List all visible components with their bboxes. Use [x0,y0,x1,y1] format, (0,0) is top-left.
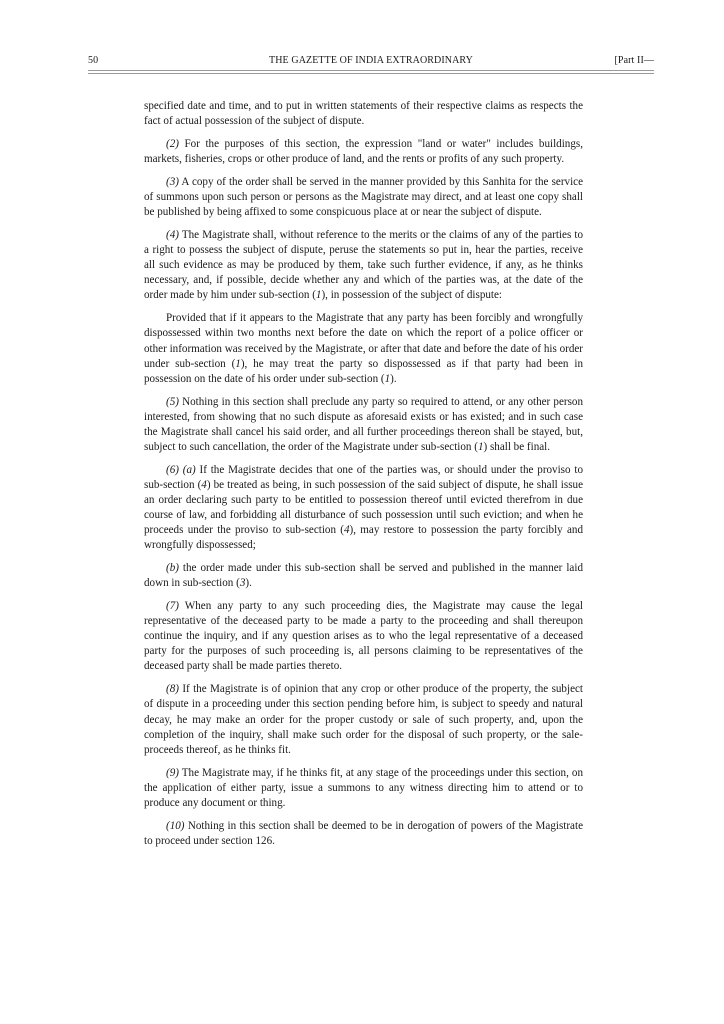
clause-number: (2) [166,137,179,150]
page-header [88,54,654,68]
page-number: 50 [88,55,99,66]
subsection-ref: 3 [239,577,246,590]
clause-2: (2) For the purposes of this section, the expression "land or water" includes buildings, markets, fisheries, crops or other produce of land, and the rents or profits of any such property. [144,137,583,166]
subsection-ref: 1 [477,440,484,453]
clause-9: (9) The Magistrate may, if he thinks fit, at any stage of the proceedings under this section, on the application of either party, issue a summons to any witness directing him to attend or to produce any document or thing. [144,766,583,809]
sub-clause-letter: (a) [182,463,196,476]
clause-6a: (6) (a) If the Magistrate decides that one of the parties was, or should under the proviso to sub-section (4) be treated as being, in such possession of the said subject of dispute, he shall issue an order declaring such party to be entitled to possession thereof until evicted therefrom in due course of law, and forbidding all disturbance of such possession until such eviction; and when he proceeds under the proviso to sub-section (4), may restore to possession the party forcibly and wrongfully dispossessed; [144,463,583,552]
gazette-title: THE GAZETTE OF INDIA EXTRAORDINARY [269,55,473,66]
clause-6b: (b) the order made under this sub-section shall be served and published in the manner laid down in sub-section (3). [144,562,583,590]
clause-4: (4) The Magistrate shall, without reference to the merits or the claims of any of the parties to a right to possess the subject of dispute, peruse the statements so put in, hear the parties, receive all such evidence as may be produced by them, take such further evidence, if any, as he thinks necessary, and, if possible, decide whether any and which of the parties was, at the date of the order made by him under sub-section (1), in possession of the subject of dispute: [144,229,583,302]
header-rule [88,70,654,74]
clause-number: (5) [166,395,179,408]
clause-number: (3) [166,175,179,188]
clause-7: (7) When any party to any such proceeding dies, the Magistrate may cause the legal representative of the deceased party to be made a party to the proceeding and shall thereupon continue the inquiry, and if any question arises as to who the legal representative of a deceased party for the purposes of such proceeding is, all persons claiming to be representatives of the deceased party shall be made parties thereto. [144,600,583,673]
subsection-ref: 1 [315,289,322,302]
sub-clause-letter: (b) [166,562,179,575]
clause-8: (8) If the Magistrate is of opinion that any crop or other produce of the property, the subject of dispute in a proceeding under this section pending before him, is subject to speedy and natural decay, he may make an order for the proper custody or sale of such property, and, upon the completion of the inquiry, shall make such order for the disposal of such property, or the sale-proceeds thereof, as he thinks fit. [144,683,583,756]
subsection-ref: 1 [235,357,241,370]
section-body [144,99,583,857]
clause-10: (10) Nothing in this section shall be deemed to be in derogation of powers of the Magistrate to proceed under section 126. [144,819,583,847]
subsection-ref: 4 [201,478,207,491]
part-label: [Part II— [614,55,654,66]
clause-number: (8) [166,683,179,696]
clause-3: (3) A copy of the order shall be served in the manner provided by this Sanhita for the service of summons upon such person or persons as the Magistrate may direct, and at least one copy shall be published by being affixed to some conspicuous place at or near the subject of dispute. [144,175,583,219]
clause-5: (5) Nothing in this section shall preclude any party so required to attend, or any other person interested, from showing that no such dispute as aforesaid exists or has existed; and in such case the Magistrate shall cancel his said order, and all further proceedings thereon shall be stayed, but, subject to such cancellation, the order of the Magistrate under sub-section (1) shall be final. [144,395,583,453]
clause-number: (4) [166,229,179,242]
proviso: Provided that if it appears to the Magistrate that any party has been forcibly and wrongfully dispossessed within two months next before the date on which the report of a police officer or other information was received by the Magistrate, or after that date and before the date of his order under sub-section (1), he may treat the party so dispossessed as if that party had been in possession on the date of his order under sub-section (1). [144,312,583,385]
paragraph-continued: specified date and time, and to put in written statements of their respective claims as respects the fact of actual possession of the subject of dispute. [144,100,583,128]
subsection-ref: 4 [343,524,350,537]
clause-number: (7) [166,600,179,613]
clause-number: (10) [166,819,185,832]
clause-number: (6) [166,463,179,476]
subsection-ref: 1 [384,372,391,385]
clause-number: (9) [166,766,179,779]
